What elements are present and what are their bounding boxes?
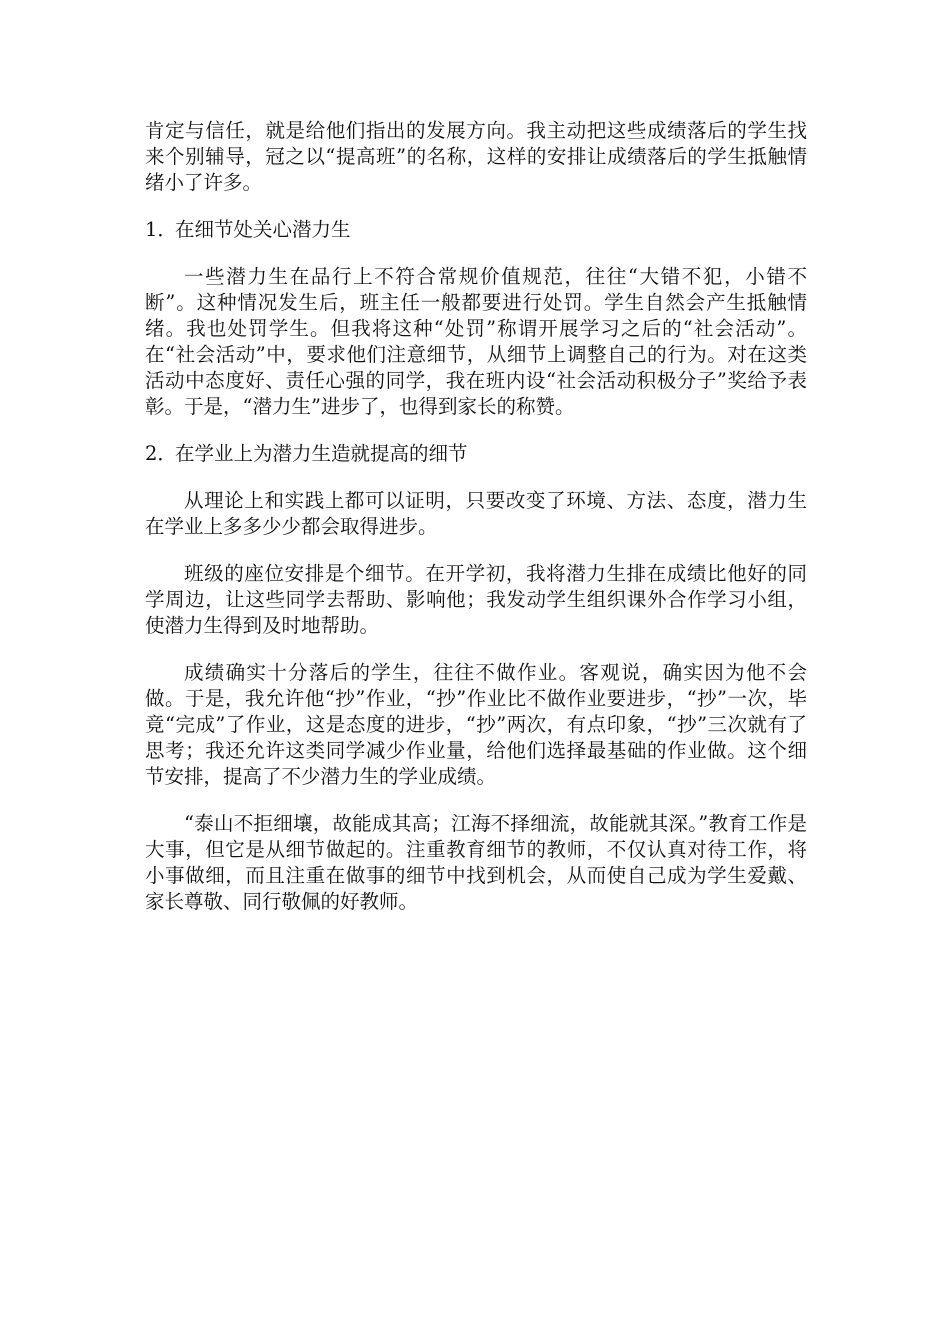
paragraph-conclusion: “泰山不拒细壤，故能成其高；江海不择细流，故能就其深。”教育工作是大事，但它是从细节做起的。注重教育细节的教师，不仅认真对待工作，将小事做细，而且注重在做事的细节中找到机会，从而使自己成为学生爱戴、家长尊敬、同行敬佩的好教师。 bbox=[145, 812, 807, 913]
section-number: 2． bbox=[145, 442, 177, 465]
paragraph-section2-theory: 从理论上和实践上都可以证明，只要改变了环境、方法、态度，潜力生在学业上多多少少都会取得进步。 bbox=[145, 489, 807, 538]
paragraph-seating: 班级的座位安排是个细节。在开学初，我将潜力生排在成绩比他好的同学周边，让这些同学去帮助、影响他；我发动学生组织课外合作学习小组，使潜力生得到及时地帮助。 bbox=[145, 562, 807, 637]
paragraph-intro: 肯定与信任，就是给他们指出的发展方向。我主动把这些成绩落后的学生找来个别辅导，冠之以“提高班”的名称，这样的安排让成绩落后的学生抵触情绪小了许多。 bbox=[145, 119, 807, 194]
document-page bbox=[145, 118, 807, 936]
section-number: 1． bbox=[145, 218, 177, 241]
section-heading-2 bbox=[145, 441, 807, 467]
section-heading-1 bbox=[145, 217, 807, 243]
section-title: 在细节处关心潜力生 bbox=[175, 218, 351, 241]
paragraph-homework: 成绩确实十分落后的学生，往往不做作业。客观说，确实因为他不会做。于是，我允许他“抄”作业，“抄”作业比不做作业要进步，“抄”一次，毕竟“完成”了作业，这是态度的进步，“抄”两次，有点印象，“抄”三次就有了思考；我还允许这类同学减少作业量，给他们选择最基础的作业做。这个细节安排，提高了不少潜力生的学业成绩。 bbox=[145, 661, 807, 788]
section-title: 在学业上为潜力生造就提高的细节 bbox=[175, 442, 468, 465]
paragraph-section1-body: 一些潜力生在品行上不符合常规价值规范，往往“大错不犯，小错不断”。这种情况发生后，班主任一般都要进行处罚。学生自然会产生抵触情绪。我也处罚学生。但我将这种“处罚”称谓开展学习之后的“社会活动”。在“社会活动”中，要求他们注意细节，从细节上调整自己的行为。对在这类活动中态度好、责任心强的同学，我在班内设“社会活动积极分子”奖给予表彰。于是，“潜力生”进步了，也得到家长的称赞。 bbox=[145, 265, 807, 418]
